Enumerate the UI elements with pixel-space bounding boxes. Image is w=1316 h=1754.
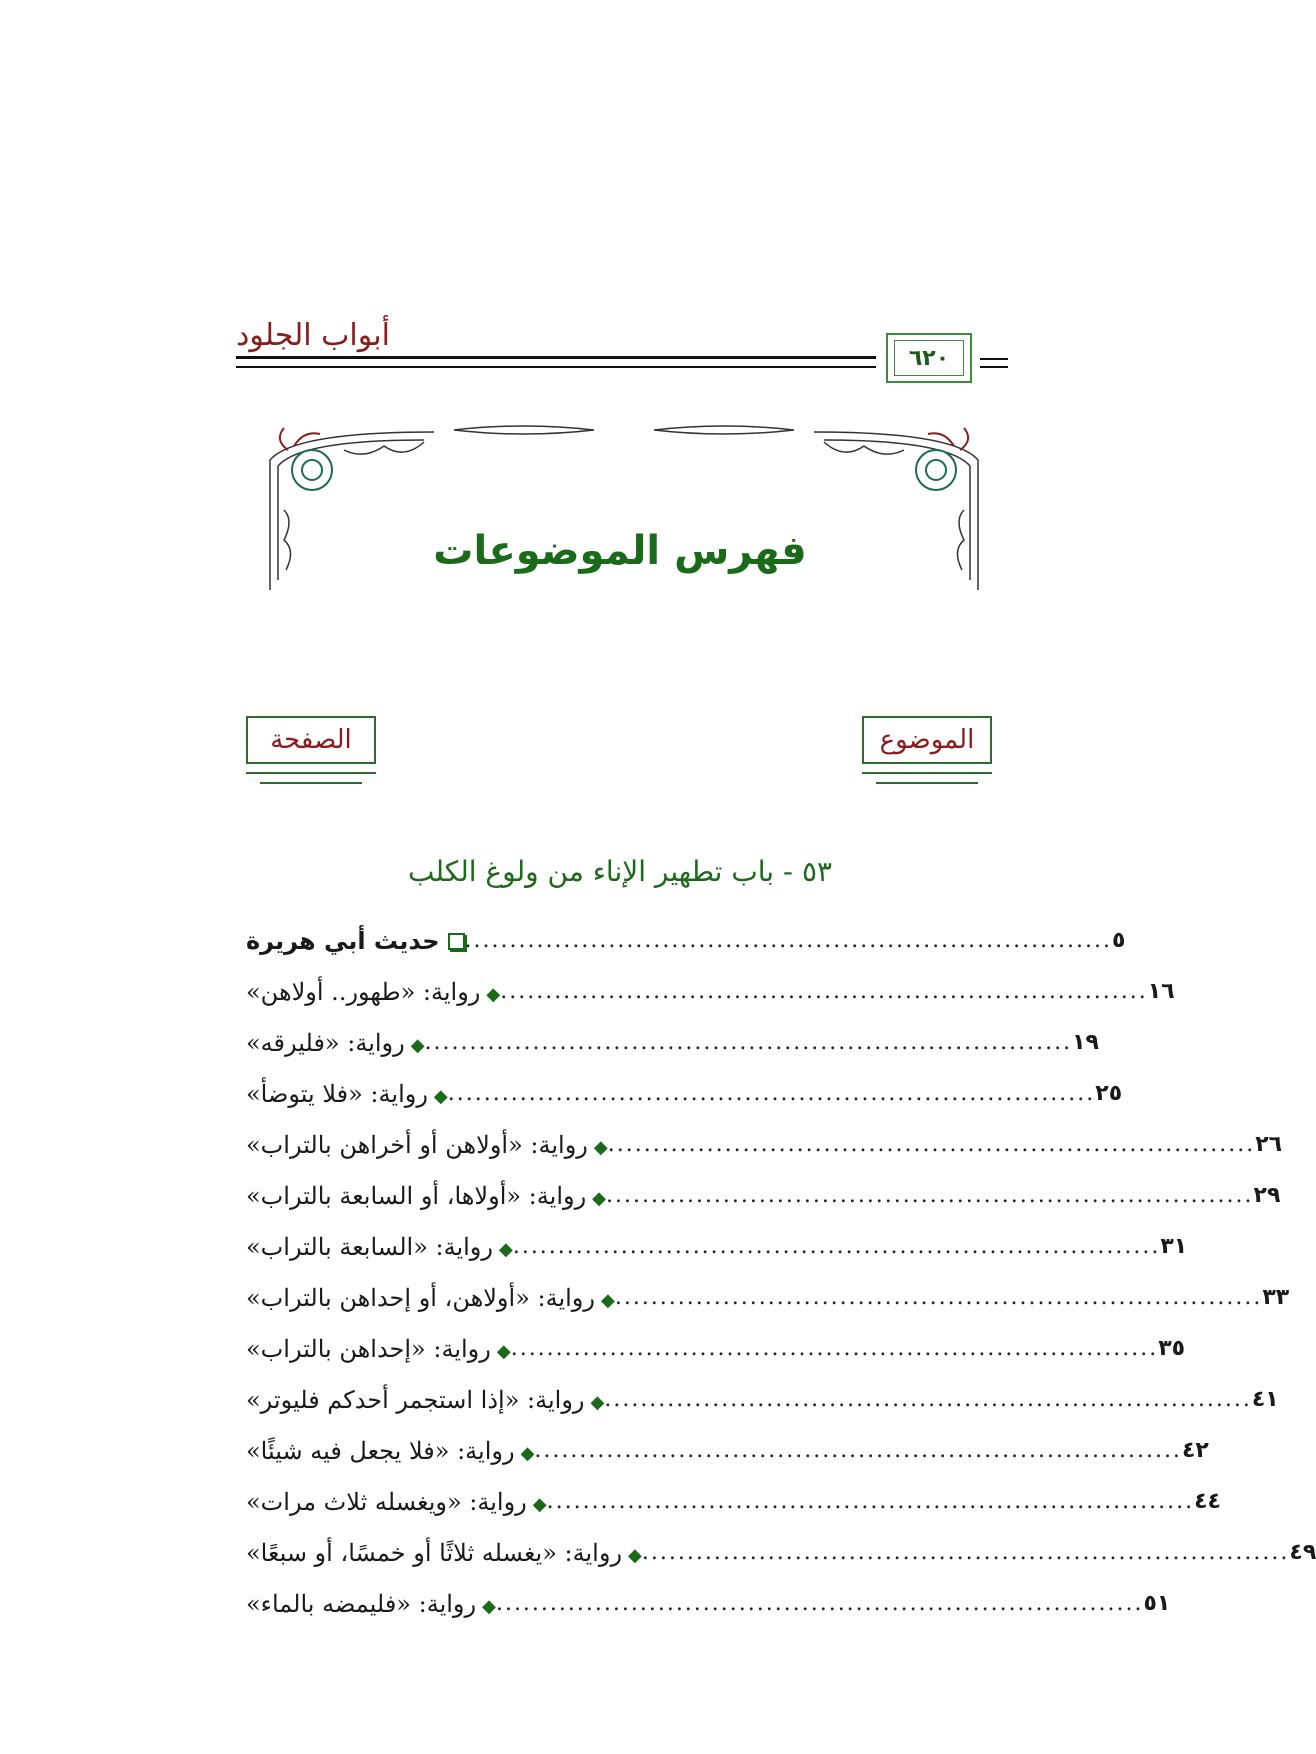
toc-entry[interactable] (236, 1272, 1290, 1323)
leader-dots: ........................................................................ (510, 1336, 1159, 1361)
checkbox-square-icon (448, 933, 465, 950)
leader-dots: ........................................................................ (534, 1438, 1182, 1463)
diamond-bullet-icon: ◆ (520, 1442, 535, 1464)
toc-entry-label: ◆رواية: «إحداهن بالتراب» (246, 1334, 511, 1363)
toc-entry[interactable] (236, 1476, 1221, 1527)
diamond-bullet-icon: ◆ (593, 1136, 608, 1158)
leader-dots: ........................................................................ (641, 1540, 1290, 1565)
toc-entry-page: ٣١ (1160, 1234, 1188, 1259)
toc-entry-page: ١٩ (1072, 1030, 1099, 1055)
leader-dots: ........................................................................ (464, 928, 1113, 953)
toc-entry-page: ٢٦ (1255, 1132, 1283, 1157)
toc-entry-main[interactable] (236, 915, 1126, 966)
toc-entry-page: ٤٤ (1194, 1489, 1221, 1514)
toc-entry-page: ٣٣ (1262, 1285, 1290, 1310)
chapter-title: أبواب الجلود (236, 318, 390, 353)
leader-dots: ........................................................................ (614, 1285, 1263, 1310)
topic-column-header: الموضوع (862, 716, 992, 764)
diamond-bullet-icon: ◆ (486, 983, 501, 1005)
diamond-bullet-icon: ◆ (433, 1085, 448, 1107)
leader-dots: ........................................................................ (495, 1591, 1144, 1616)
toc-entry[interactable] (236, 1323, 1186, 1374)
leader-dots: ........................................................................ (604, 1387, 1252, 1412)
leader-dots: ........................................................................ (424, 1030, 1073, 1055)
page-header-underline-2 (260, 782, 362, 784)
toc-entry[interactable] (236, 1527, 1316, 1578)
page-number: ٦٢٠ (894, 340, 964, 376)
topic-header-underline (862, 772, 992, 774)
header-rule-top (236, 356, 876, 359)
toc-entry-label: حديث أبي هريرة (236, 927, 465, 955)
toc-entry-page: ٤٩ (1289, 1540, 1316, 1565)
toc-entry-label: ◆رواية: «يغسله ثلاثًا أو خمسًا، أو سبعًا» (246, 1538, 642, 1567)
toc-entry[interactable] (236, 1578, 1171, 1629)
section-title: ٥٣ - باب تطهير الإناء من ولوغ الكلب (407, 855, 833, 888)
diamond-bullet-icon: ◆ (410, 1034, 425, 1056)
toc-entry[interactable] (236, 1374, 1279, 1425)
header-rule-right-2 (980, 366, 1008, 368)
toc-entry[interactable] (236, 1068, 1123, 1119)
toc-entry-page: ٤٢ (1181, 1438, 1209, 1463)
diamond-bullet-icon: ◆ (590, 1391, 605, 1413)
leader-dots: ........................................................................ (447, 1081, 1096, 1106)
toc-list (236, 915, 1316, 1629)
toc-entry-page: ١٦ (1147, 979, 1175, 1004)
toc-entry-page: ٤١ (1251, 1387, 1279, 1412)
header-rule-bottom (236, 366, 876, 368)
leader-dots: ........................................................................ (500, 979, 1148, 1004)
toc-entry[interactable] (236, 966, 1175, 1017)
diamond-bullet-icon: ◆ (628, 1544, 642, 1566)
toc-entry-label: ◆رواية: «فلا يتوضأ» (246, 1079, 448, 1108)
diamond-bullet-icon: ◆ (498, 1238, 513, 1260)
diamond-bullet-icon: ◆ (496, 1340, 511, 1362)
toc-entry[interactable] (236, 1119, 1283, 1170)
toc-entry-label: ◆رواية: «ويغسله ثلاث مرات» (246, 1487, 547, 1516)
toc-entry[interactable] (236, 1221, 1188, 1272)
page-header-underline (246, 772, 376, 774)
page-number-frame (886, 333, 972, 383)
diamond-bullet-icon: ◆ (592, 1187, 607, 1209)
toc-entry-page: ٣٥ (1158, 1336, 1186, 1361)
toc-entry-page: ٥ (1112, 928, 1126, 953)
leader-dots: ........................................................................ (512, 1234, 1161, 1259)
page-column-header: الصفحة (246, 716, 376, 764)
toc-entry[interactable] (236, 1170, 1281, 1221)
toc-entry-label: ◆رواية: «أولاهن، أو إحداهن بالتراب» (246, 1283, 615, 1312)
toc-entry[interactable] (236, 1017, 1099, 1068)
toc-entry-label: ◆رواية: «السابعة بالتراب» (246, 1232, 513, 1261)
toc-entry-label: ◆رواية: «فليمضه بالماء» (246, 1589, 496, 1618)
toc-entry-label: ◆رواية: «إذا استجمر أحدكم فليوتر» (246, 1385, 605, 1414)
toc-entry-page: ٢٥ (1095, 1081, 1123, 1106)
toc-entry-label: ◆رواية: «طهور.. أولاهن» (246, 977, 501, 1006)
leader-dots: ........................................................................ (546, 1489, 1195, 1514)
diamond-bullet-icon: ◆ (600, 1289, 615, 1311)
toc-entry-label: ◆رواية: «فلا يجعل فيه شيئًا» (246, 1436, 535, 1465)
toc-entry-label: ◆رواية: «أولاها، أو السابعة بالتراب» (246, 1181, 607, 1210)
toc-entry[interactable] (236, 1425, 1209, 1476)
leader-dots: ........................................................................ (606, 1183, 1254, 1208)
toc-entry-page: ٥١ (1143, 1591, 1171, 1616)
leader-dots: ........................................................................ (607, 1132, 1256, 1157)
diamond-bullet-icon: ◆ (532, 1493, 547, 1515)
page-title: فهرس الموضوعات (433, 528, 807, 574)
toc-entry-page: ٢٩ (1253, 1183, 1281, 1208)
top-center-ornament (454, 426, 794, 434)
header-rule-right (980, 358, 1008, 360)
toc-entry-label: ◆رواية: «فليرقه» (246, 1028, 425, 1057)
topic-header-underline-2 (876, 782, 978, 784)
toc-entry-label: ◆رواية: «أولاهن أو أخراهن بالتراب» (246, 1130, 608, 1159)
diamond-bullet-icon: ◆ (482, 1595, 496, 1617)
